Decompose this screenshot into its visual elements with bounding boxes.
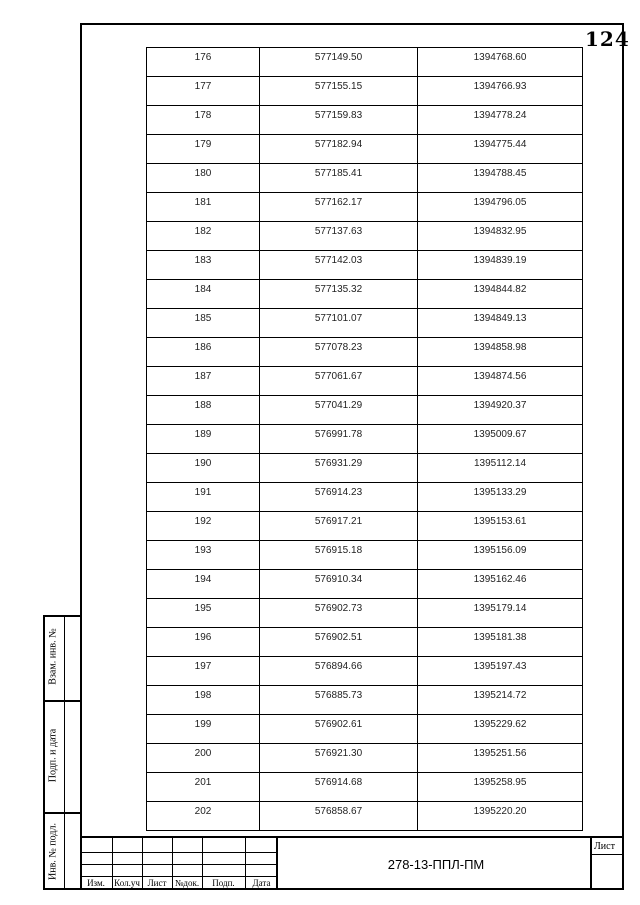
- x-coordinate-cell: 576931.29: [260, 454, 418, 483]
- y-coordinate-cell: 1395251.56: [418, 744, 583, 773]
- header-signature: Подп.: [212, 878, 235, 888]
- point-number-cell: 195: [147, 599, 260, 628]
- table-row: [147, 599, 583, 628]
- grid-line: [80, 876, 278, 877]
- y-coordinate-cell: 1394844.82: [418, 280, 583, 309]
- x-coordinate-cell: 576858.67: [260, 802, 418, 831]
- header-document: №док.: [174, 878, 200, 888]
- table-row: [147, 425, 583, 454]
- y-coordinate-cell: 1395179.14: [418, 599, 583, 628]
- header-date: Дата: [252, 878, 271, 888]
- point-number-cell: 183: [147, 251, 260, 280]
- y-coordinate-cell: 1394874.56: [418, 367, 583, 396]
- x-coordinate-cell: 577185.41: [260, 164, 418, 193]
- y-coordinate-cell: 1395214.72: [418, 686, 583, 715]
- header-sheet: Лист: [147, 878, 167, 888]
- header-change: Изм.: [87, 878, 105, 888]
- x-coordinate-cell: 577142.03: [260, 251, 418, 280]
- point-number-cell: 185: [147, 309, 260, 338]
- point-number-cell: 197: [147, 657, 260, 686]
- y-coordinate-cell: 1394796.05: [418, 193, 583, 222]
- revision-grid: [80, 838, 278, 890]
- y-coordinate-cell: 1394920.37: [418, 396, 583, 425]
- page-number: 124: [585, 27, 630, 51]
- replacement-inventory-label: Взам. инв. №: [47, 628, 59, 685]
- sheet-label: Лист: [594, 841, 615, 852]
- table-row: [147, 338, 583, 367]
- table-row: [147, 802, 583, 831]
- y-coordinate-cell: 1395197.43: [418, 657, 583, 686]
- y-coordinate-cell: 1394775.44: [418, 135, 583, 164]
- x-coordinate-cell: 577041.29: [260, 396, 418, 425]
- point-number-cell: 202: [147, 802, 260, 831]
- point-number-cell: 186: [147, 338, 260, 367]
- x-coordinate-cell: 577078.23: [260, 338, 418, 367]
- header-count: Кол.уч: [114, 878, 140, 888]
- side-strip-separator: [43, 700, 82, 702]
- x-coordinate-cell: 577061.67: [260, 367, 418, 396]
- x-coordinate-cell: 576885.73: [260, 686, 418, 715]
- x-coordinate-cell: 577101.07: [260, 309, 418, 338]
- x-coordinate-cell: 576894.66: [260, 657, 418, 686]
- x-coordinate-cell: 576902.73: [260, 599, 418, 628]
- y-coordinate-cell: 1395112.14: [418, 454, 583, 483]
- y-coordinate-cell: 1394849.13: [418, 309, 583, 338]
- point-number-cell: 194: [147, 570, 260, 599]
- table-row: [147, 454, 583, 483]
- table-row: [147, 570, 583, 599]
- point-number-cell: 187: [147, 367, 260, 396]
- grid-line: [80, 864, 278, 865]
- document-code: 278-13-ППЛ-ПМ: [387, 856, 485, 872]
- table-row: [147, 280, 583, 309]
- grid-line: [80, 852, 278, 853]
- y-coordinate-cell: 1394766.93: [418, 77, 583, 106]
- x-coordinate-cell: 576915.18: [260, 541, 418, 570]
- x-coordinate-cell: 576902.51: [260, 628, 418, 657]
- table-row: [147, 744, 583, 773]
- x-coordinate-cell: 577182.94: [260, 135, 418, 164]
- table-row: [147, 773, 583, 802]
- point-number-cell: 176: [147, 48, 260, 77]
- y-coordinate-cell: 1395258.95: [418, 773, 583, 802]
- side-strip-divider: [64, 615, 65, 890]
- point-number-cell: 196: [147, 628, 260, 657]
- table-row: [147, 251, 583, 280]
- y-coordinate-cell: 1395153.61: [418, 512, 583, 541]
- point-number-cell: 201: [147, 773, 260, 802]
- y-coordinate-cell: 1395133.29: [418, 483, 583, 512]
- table-row: [147, 106, 583, 135]
- table-row: [147, 135, 583, 164]
- point-number-cell: 177: [147, 77, 260, 106]
- y-coordinate-cell: 1394858.98: [418, 338, 583, 367]
- y-coordinate-cell: 1395181.38: [418, 628, 583, 657]
- table-row: [147, 715, 583, 744]
- x-coordinate-cell: 576914.68: [260, 773, 418, 802]
- x-coordinate-cell: 576921.30: [260, 744, 418, 773]
- point-number-cell: 182: [147, 222, 260, 251]
- y-coordinate-cell: 1395156.09: [418, 541, 583, 570]
- y-coordinate-cell: 1394832.95: [418, 222, 583, 251]
- point-number-cell: 193: [147, 541, 260, 570]
- x-coordinate-cell: 576914.23: [260, 483, 418, 512]
- table-row: [147, 686, 583, 715]
- table-row: [147, 77, 583, 106]
- y-coordinate-cell: 1395229.62: [418, 715, 583, 744]
- point-number-cell: 184: [147, 280, 260, 309]
- y-coordinate-cell: 1395220.20: [418, 802, 583, 831]
- point-number-cell: 192: [147, 512, 260, 541]
- x-coordinate-cell: 576910.34: [260, 570, 418, 599]
- table-row: [147, 512, 583, 541]
- table-row: [147, 193, 583, 222]
- x-coordinate-cell: 576917.21: [260, 512, 418, 541]
- x-coordinate-cell: 576991.78: [260, 425, 418, 454]
- point-number-cell: 190: [147, 454, 260, 483]
- signature-date-label: Подп. и дата: [47, 728, 59, 783]
- table-row: [147, 541, 583, 570]
- point-number-cell: 188: [147, 396, 260, 425]
- point-number-cell: 191: [147, 483, 260, 512]
- x-coordinate-cell: 577155.15: [260, 77, 418, 106]
- table-row: [147, 657, 583, 686]
- table-row: [147, 309, 583, 338]
- point-number-cell: 180: [147, 164, 260, 193]
- y-coordinate-cell: 1394778.24: [418, 106, 583, 135]
- table-row: [147, 48, 583, 77]
- point-number-cell: 200: [147, 744, 260, 773]
- x-coordinate-cell: 576902.61: [260, 715, 418, 744]
- point-number-cell: 189: [147, 425, 260, 454]
- point-number-cell: 199: [147, 715, 260, 744]
- point-number-cell: 198: [147, 686, 260, 715]
- coordinates-table: [146, 47, 583, 831]
- x-coordinate-cell: 577162.17: [260, 193, 418, 222]
- y-coordinate-cell: 1394768.60: [418, 48, 583, 77]
- x-coordinate-cell: 577137.63: [260, 222, 418, 251]
- table-row: [147, 164, 583, 193]
- table-row: [147, 396, 583, 425]
- sheet-cell: [590, 838, 622, 890]
- y-coordinate-cell: 1394839.19: [418, 251, 583, 280]
- table-row: [147, 483, 583, 512]
- point-number-cell: 181: [147, 193, 260, 222]
- x-coordinate-cell: 577159.83: [260, 106, 418, 135]
- sheet-divider: [592, 854, 624, 855]
- table-row: [147, 367, 583, 396]
- y-coordinate-cell: 1395162.46: [418, 570, 583, 599]
- y-coordinate-cell: 1394788.45: [418, 164, 583, 193]
- x-coordinate-cell: 577135.32: [260, 280, 418, 309]
- y-coordinate-cell: 1395009.67: [418, 425, 583, 454]
- x-coordinate-cell: 577149.50: [260, 48, 418, 77]
- title-block: [80, 836, 624, 890]
- table-row: [147, 628, 583, 657]
- table-row: [147, 222, 583, 251]
- point-number-cell: 179: [147, 135, 260, 164]
- original-inventory-label: Инв. № подл.: [47, 823, 59, 880]
- point-number-cell: 178: [147, 106, 260, 135]
